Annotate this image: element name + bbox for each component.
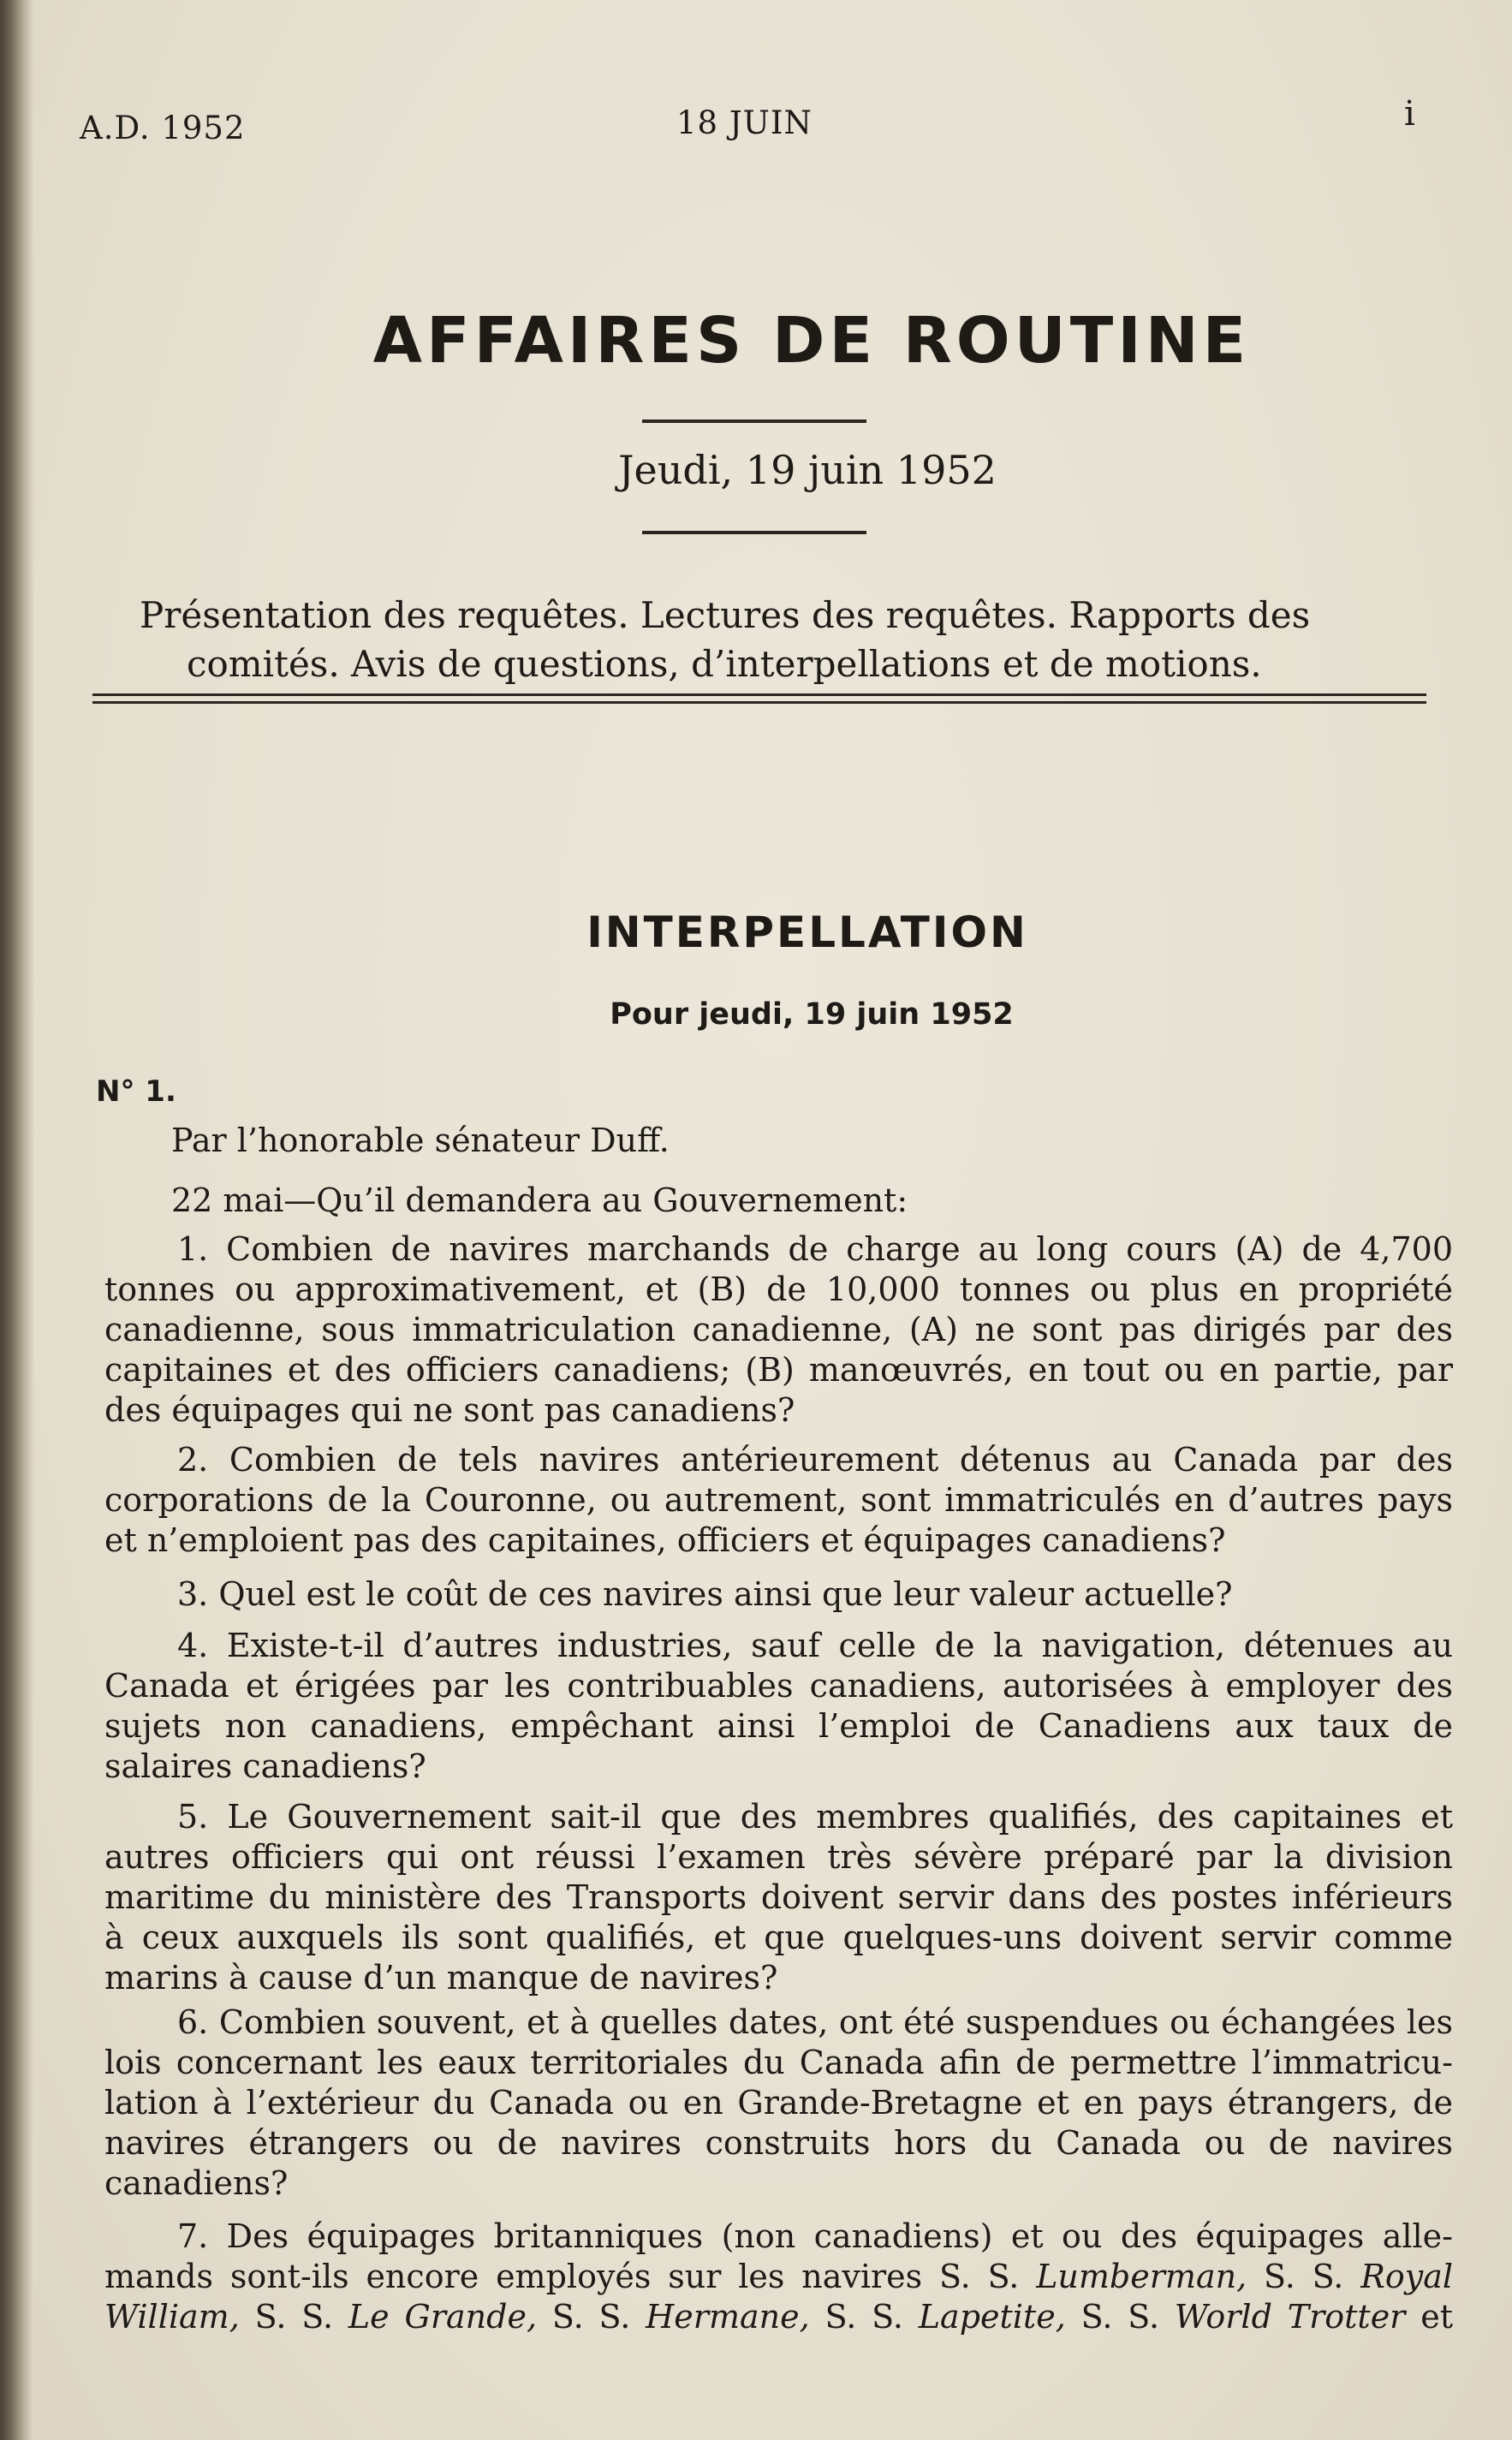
question-6-line: canadiens? — [104, 2164, 289, 2202]
ship-prefix: S. S. — [1264, 2258, 1344, 2295]
question-1-line: des équipages qui ne sont pas canadiens? — [104, 1391, 795, 1429]
intro-line: comités. Avis de questions, d’interpellations et de motions. — [187, 643, 1262, 685]
section-title: INTERPELLATION — [586, 908, 1028, 957]
ship-name: Royal — [1360, 2258, 1453, 2295]
question-5-line: à ceux auxquels ils sont qualifiés, et que quelques-uns doivent servir comme — [104, 1919, 1453, 1956]
question-2-line: corporations de la Couronne, ou autrement, sont immatriculés en d’autres pays — [104, 1481, 1453, 1519]
q7-tail: et — [1420, 2298, 1453, 2336]
question-5-line: 5. Le Gouvernement sait-il que des membres qualifiés, des capitaines et — [177, 1798, 1453, 1836]
q7-text: mands sont-ils encore employés sur les navires S. S. — [104, 2258, 1020, 2295]
ship-prefix: S. S. — [551, 2298, 631, 2336]
question-1-line: tonnes ou approximativement, et (B) de 10,000 tonnes ou plus en propriété — [104, 1271, 1453, 1308]
question-7-line: 7. Des équipages britanniques (non canadiens) et ou des équipages alle- — [177, 2217, 1453, 2255]
title-rule — [642, 420, 866, 423]
item-number: N° 1. — [96, 1074, 176, 1109]
question-3-line: 3. Quel est le coût de ces navires ainsi que leur valeur actuelle? — [177, 1575, 1233, 1613]
page-number: i — [1404, 94, 1416, 134]
page-title: AFFAIRES DE ROUTINE — [372, 304, 1251, 378]
date-line: Jeudi, 19 juin 1952 — [618, 447, 997, 493]
ship-name: Lapetite, — [918, 2298, 1066, 2336]
question-4-line: sujets non canadiens, empêchant ainsi l’emploi de Canadiens aux taux de — [104, 1707, 1453, 1745]
double-rule-divider — [92, 693, 1426, 704]
question-6-line: navires étrangers ou de navires construits hors du Canada ou de navires — [104, 2124, 1453, 2162]
ship-name: William, — [104, 2298, 240, 2336]
section-subtitle: Pour jeudi, 19 juin 1952 — [610, 997, 1014, 1032]
ship-name: Le Grande, — [348, 2298, 538, 2336]
question-1-line: 1. Combien de navires marchands de charge au long cours (A) de 4,700 — [177, 1230, 1453, 1268]
ship-name: World Trotter — [1174, 2298, 1406, 2336]
question-5-line: marins à cause d’un manque de navires? — [104, 1959, 778, 1997]
question-6-line: 6. Combien souvent, et à quelles dates, ont été suspendues ou échangées les — [177, 2003, 1453, 2041]
header-year: A.D. 1952 — [80, 110, 246, 146]
question-6-line: lois concernant les eaux territoriales du Canada afin de permettre l’immatricu- — [104, 2044, 1453, 2081]
question-1-line: capitaines et des officiers canadiens; (B) manœuvrés, en tout ou en partie, par — [104, 1351, 1453, 1389]
question-4-line: 4. Existe-t-il d’autres industries, sauf celle de la navigation, détenues au — [177, 1627, 1453, 1664]
question-5-line: maritime du ministère des Transports doivent servir dans des postes inférieurs — [104, 1878, 1453, 1916]
question-5-line: autres officiers qui ont réussi l’examen très sévère préparé par la division — [104, 1838, 1453, 1876]
question-4-line: salaires canadiens? — [104, 1747, 426, 1785]
senator-line: Par l’honorable sénateur Duff. — [171, 1122, 670, 1159]
question-1-line: canadienne, sous immatriculation canadienne, (A) ne sont pas dirigés par des — [104, 1311, 1453, 1348]
question-7-line — [104, 2298, 1453, 2336]
date-intro: 22 mai—Qu’il demandera au Gouvernement: — [171, 1181, 908, 1219]
ship-prefix: S. S. — [254, 2298, 334, 2336]
intro-paragraph — [140, 591, 1381, 688]
question-2-line: et n’emploient pas des capitaines, officiers et équipages canadiens? — [104, 1521, 1226, 1559]
question-4-line: Canada et érigées par les contribuables canadiens, autorisées à employer des — [104, 1667, 1453, 1705]
ship-prefix: S. S. — [1080, 2298, 1160, 2336]
ship-prefix: S. S. — [824, 2298, 903, 2336]
header-date: 18 JUIN — [676, 104, 813, 141]
question-6-line: lation à l’extérieur du Canada ou en Grande-Bretagne et en pays étrangers, de — [104, 2084, 1453, 2122]
date-rule — [642, 531, 866, 534]
intro-line: Présentation des requêtes. Lectures des requêtes. Rapports des — [140, 594, 1311, 636]
ship-name: Lumberman, — [1036, 2258, 1247, 2295]
question-7-line — [104, 2258, 1453, 2295]
question-2-line: 2. Combien de tels navires antérieurement détenus au Canada par des — [177, 1441, 1453, 1479]
ship-name: Hermane, — [646, 2298, 810, 2336]
